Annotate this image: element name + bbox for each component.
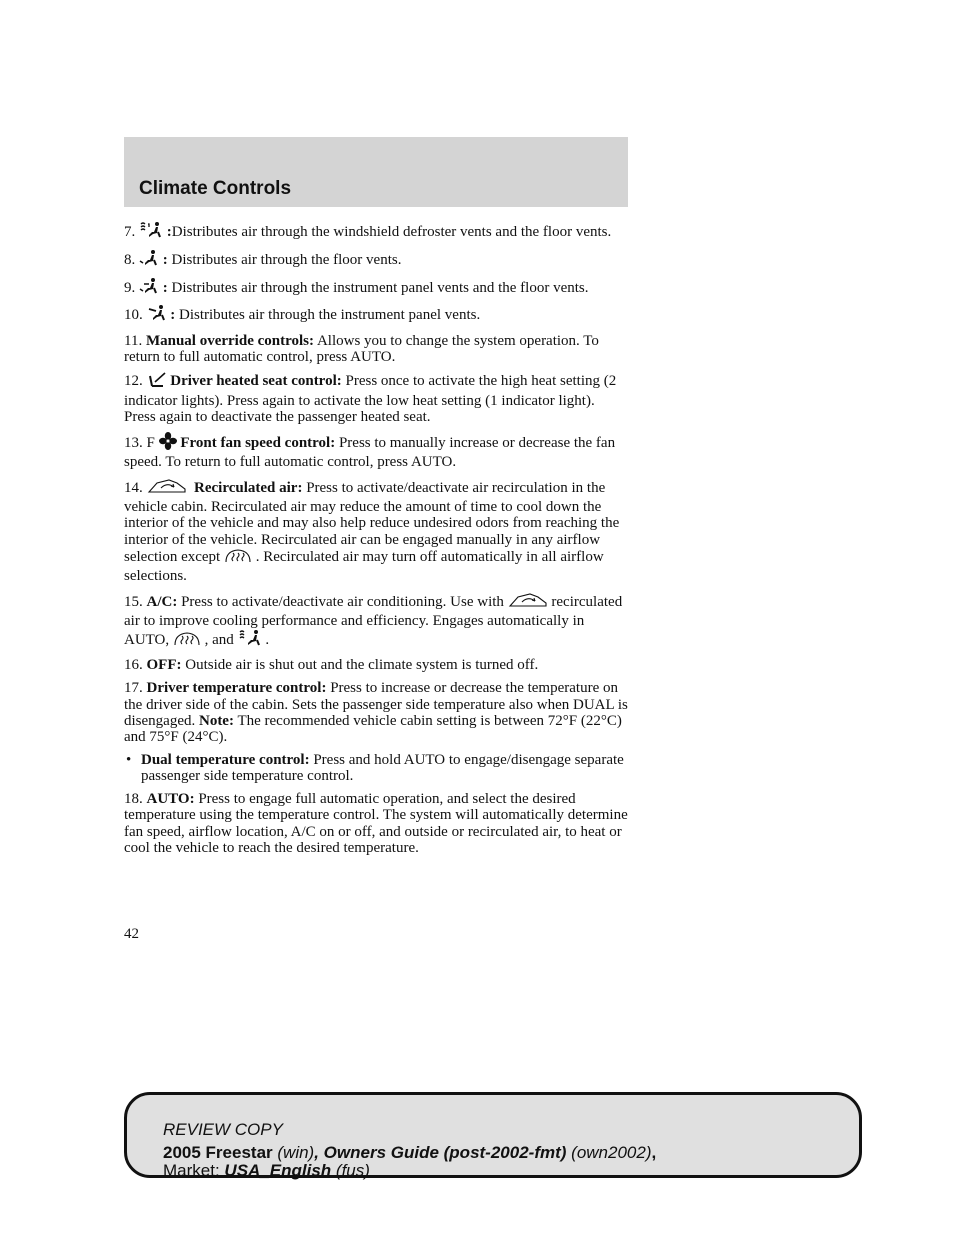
review-label: REVIEW COPY: [163, 1120, 283, 1139]
guide-info: 2005 Freestar (win), Owners Guide (post-2002-fmt) (own2002),: [163, 1143, 657, 1162]
fan-icon: [159, 432, 177, 454]
panel-vent-icon: [147, 305, 167, 326]
market-info: Market: USA_English (fus): [163, 1161, 370, 1180]
item-14: 14. Recirculated air: Press to activate/deactivate air recirculation in the vehicle cabin. Recirculated air may reduce the amount of time to cool down the interior of the vehicle and may also help reduce undesired odors from reaching the interior of the vehicle. Recirculated air can be engaged manually in any airflow selection except . Recirculated air may turn off automatically in all airflow selections.: [124, 477, 630, 585]
item-15: 15. A/C: Press to activate/deactivate air conditioning. Use with recirculated air to improve cooling performance and efficiency. Engages automatically in AUTO, , and .: [124, 591, 630, 651]
item-16: 16. OFF: Outside air is shut out and the climate system is turned off.: [124, 657, 539, 674]
recirculation-icon: [508, 591, 548, 613]
defrost-floor-icon: [238, 630, 262, 651]
recirculation-icon: [147, 477, 187, 499]
item-9: 9. : Distributes air through the instrument panel vents and the floor vents.: [124, 278, 630, 299]
item-17: 17. Driver temperature control: Press to increase or decrease the temperature on the driver side of the cabin. Sets the passenger side temperature also when DUAL is disengaged. Note: The recommended vehicle cabin setting is between 72°F (22°C) and 75°F (24°C).: [124, 680, 628, 746]
page-number: 42: [124, 926, 139, 942]
panel-floor-vent-icon: [139, 278, 159, 299]
defrost-floor-icon: [139, 222, 163, 243]
item-13: 13. F Front fan speed control: Press to manually increase or decrease the fan speed. To return to full automatic control, press AUTO.: [124, 432, 630, 471]
item-18: 18. AUTO: Press to engage full automatic operation, and select the desired temperature using the temperature control. The system will automatically determine fan speed, airflow location, A/C on or off, and outside or recirculated air, to heat or cool the vehicle to reach the desired temperature.: [124, 791, 628, 856]
page-content: [124, 222, 630, 863]
item-7: 7. :Distributes air through the windshield defroster vents and the floor vents.: [124, 222, 630, 243]
defrost-icon: [224, 548, 252, 568]
review-footer: [124, 1092, 862, 1178]
list-item: • Dual temperature control: Press and hold AUTO to engage/disengage separate passenger side temperature control.: [126, 751, 624, 785]
item-10: 10. : Distributes air through the instrument panel vents.: [124, 305, 630, 326]
heated-seat-icon: [147, 372, 167, 392]
item-11: 11. Manual override controls: Allows you to change the system operation. To return to full automatic control, press AUTO.: [124, 333, 599, 366]
floor-vent-icon: [139, 250, 159, 271]
item-12: 12. Driver heated seat control: Press once to activate the high heat setting (2 indicator lights). Press again to activate the low heat setting (1 indicator light). Press again to deactivate the passenger heated seat.: [124, 373, 617, 425]
defrost-icon: [173, 631, 201, 651]
section-header: [124, 137, 628, 207]
page-title: Climate Controls: [139, 178, 292, 199]
item-8: 8. : Distributes air through the floor vents.: [124, 250, 630, 271]
